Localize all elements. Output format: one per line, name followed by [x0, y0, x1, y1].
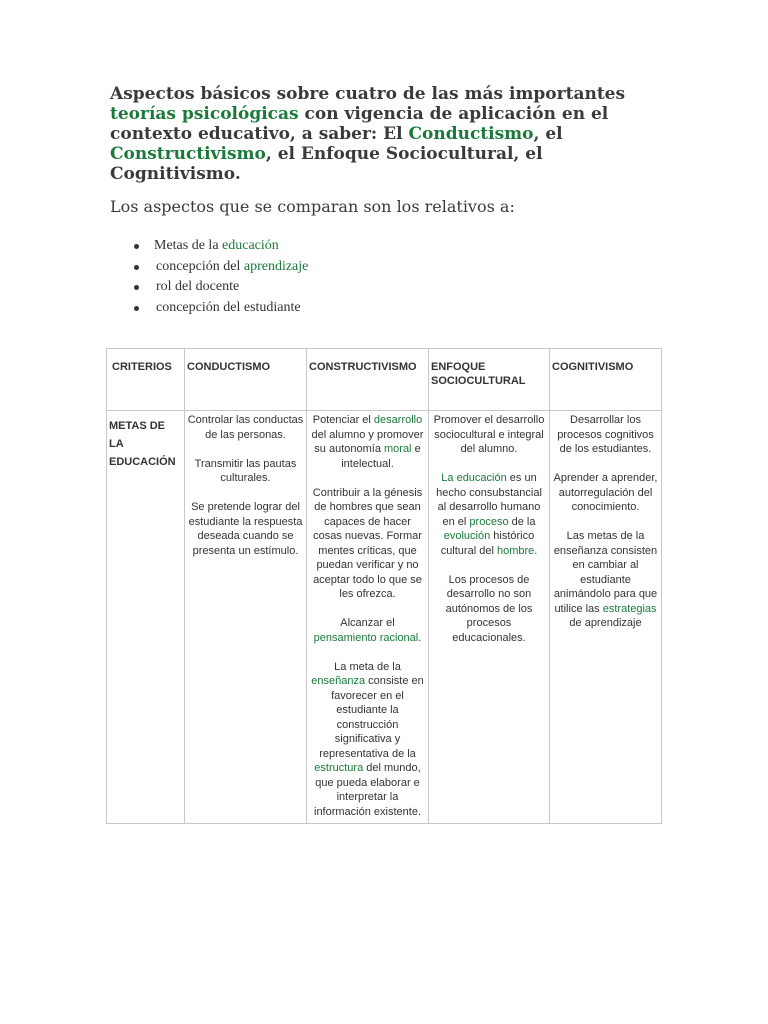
- cell-text: Alcanzar el: [340, 617, 395, 629]
- cell-paragraph: Controlar las conductas de las personas.: [187, 414, 304, 441]
- cell-conductismo: [185, 411, 307, 824]
- cell-text: del alumno y promover su autonomía: [311, 428, 424, 455]
- link-moral[interactable]: moral: [384, 443, 412, 455]
- cell-text: La meta de la: [334, 660, 401, 673]
- link-teorias-psicologicas[interactable]: teorías psicológicas: [110, 104, 299, 124]
- link-aprendizaje[interactable]: aprendizaje: [243, 258, 309, 274]
- cell-paragraph: [309, 413, 426, 471]
- cell-text: del mundo, que pueda elaborar e interpretar la información existente.: [314, 762, 421, 818]
- header-constructivismo: CONSTRUCTIVISMO: [307, 349, 429, 411]
- link-evolucion[interactable]: evolución: [443, 530, 491, 542]
- link-ensenanza[interactable]: enseñanza: [311, 675, 366, 687]
- cell-text: consiste en favorecer en el estudiante la construcción significativa y representativa de la: [319, 675, 424, 760]
- link-hombre[interactable]: hombre: [496, 544, 535, 557]
- cell-paragraph: [552, 529, 659, 631]
- row-label-line: LA EDUCACIÓN: [109, 438, 176, 468]
- cell-paragraph: Los procesos de desarrollo no son autónomos de los procesos educacionales.: [445, 573, 533, 644]
- title-text: , el Enfoque Sociocultural, el Cognitivismo.: [110, 144, 543, 184]
- document-title: [110, 84, 670, 184]
- list-item: [130, 257, 308, 278]
- cell-text: histórico cultural del: [440, 530, 535, 557]
- cell-constructivismo: [307, 411, 429, 824]
- cell-text: Las metas de la enseñanza consisten en cambiar al estudiante animándolo para que utilice las: [553, 530, 658, 615]
- link-estrategias[interactable]: estrategias: [602, 602, 657, 615]
- subtitle: Los aspectos que se comparan son los relativos a:: [110, 197, 515, 216]
- table-row: [107, 411, 662, 824]
- header-conductismo: CONDUCTISMO: [185, 349, 307, 411]
- cell-text: de la: [508, 515, 536, 528]
- list-item: [130, 236, 308, 257]
- row-label-line: METAS DE: [109, 420, 166, 432]
- list-item-text: concepción del: [156, 258, 244, 274]
- table-header-row: [107, 349, 662, 411]
- cell-paragraph: Se pretende lograr del estudiante la respuesta deseada cuando se presenta un estímulo.: [188, 501, 303, 557]
- link-educacion[interactable]: educación: [222, 238, 279, 253]
- link-pensamiento-racional[interactable]: pensamiento racional: [313, 631, 419, 644]
- list-item-text: Metas de la: [154, 238, 223, 253]
- link-proceso[interactable]: proceso: [469, 515, 509, 528]
- link-desarrollo[interactable]: desarrollo: [373, 414, 423, 426]
- aspects-list: [130, 236, 308, 318]
- cell-paragraph: Desarrollar los procesos cognitivos de los estudiantes.: [557, 414, 654, 455]
- link-conductismo[interactable]: Conductismo: [408, 124, 534, 144]
- title-text: Aspectos básicos sobre cuatro de las más importantes: [110, 84, 626, 104]
- cell-text: es un hecho consubstancial al desarrollo humano en el: [436, 472, 542, 528]
- comparison-table: [106, 348, 662, 824]
- cell-text: Potenciar el: [312, 414, 374, 426]
- cell-paragraph: Promover el desarrollo sociocultural e integral del alumno.: [433, 414, 545, 455]
- list-item-text: concepción del estudiante: [156, 299, 301, 315]
- cell-enfoque-sociocultural: [429, 411, 550, 824]
- cell-cognitivismo: [550, 411, 662, 824]
- list-item: [130, 277, 308, 298]
- title-text: con vigencia de aplicación en el contexto educativo, a saber: El: [110, 104, 609, 144]
- list-item-text: rol del docente: [156, 279, 240, 294]
- header-cognitivismo: COGNITIVISMO: [550, 349, 662, 411]
- cell-paragraph: [309, 616, 426, 645]
- cell-text: de aprendizaje: [569, 617, 642, 629]
- cell-text: e intelectual.: [341, 443, 421, 470]
- title-text: , el: [533, 124, 563, 144]
- row-label-metas: [107, 411, 185, 824]
- link-la-educacion[interactable]: La educación: [441, 472, 507, 484]
- cell-text: .: [418, 631, 422, 644]
- cell-paragraph: Transmitir las pautas culturales.: [194, 457, 297, 484]
- header-criterios: CRITERIOS: [107, 349, 185, 411]
- cell-paragraph: Contribuir a la génesis de hombres que sean capaces de hacer cosas nuevas. Formar mentes críticas, que puedan verificar y no aceptar todo lo que se les ofrezca.: [312, 486, 423, 600]
- link-constructivismo[interactable]: Constructivismo: [110, 144, 266, 164]
- list-item: [130, 298, 308, 319]
- cell-paragraph: [309, 660, 426, 820]
- header-enfoque-sociocultural: ENFOQUE SOCIOCULTURAL: [429, 349, 550, 411]
- cell-paragraph: Aprender a aprender, autorregulación del conocimiento.: [553, 472, 658, 513]
- cell-paragraph: [431, 471, 547, 558]
- link-estructura[interactable]: estructura: [314, 762, 364, 774]
- cell-text: .: [534, 544, 538, 557]
